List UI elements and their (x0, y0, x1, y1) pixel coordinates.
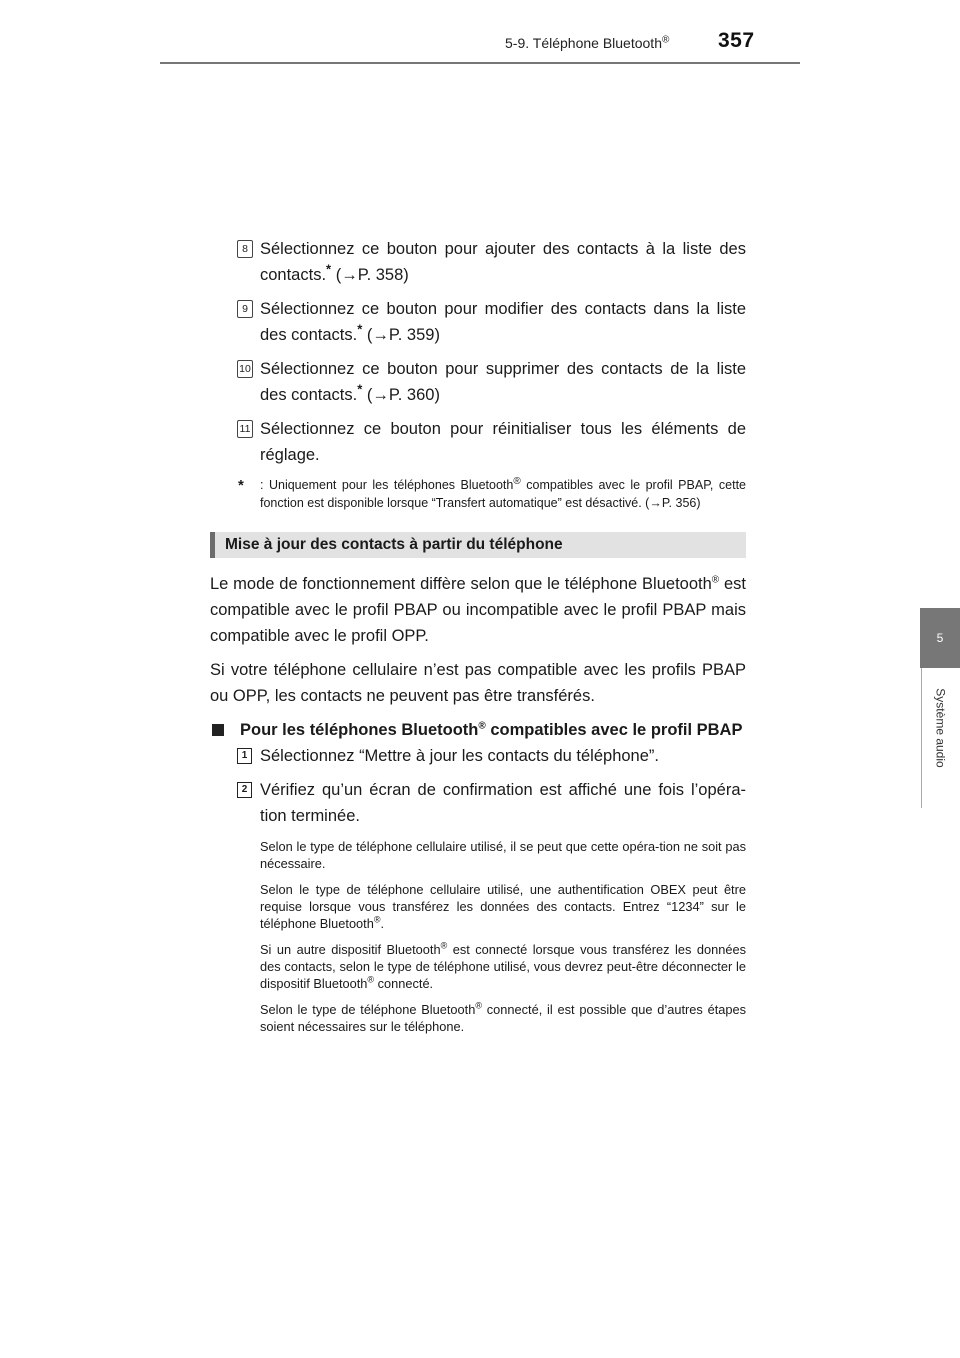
list-item: 11 Sélectionnez ce bouton pour réinitialiser tous les éléments de réglage. (210, 416, 746, 468)
step-item: 1 Sélectionnez “Mettre à jour les contacts du téléphone”. (210, 743, 746, 769)
list-item: 10 Sélectionnez ce bouton pour supprimer des contacts de la liste des contacts.* (→P. 360) (210, 356, 746, 408)
note-paragraph: Selon le type de téléphone cellulaire utilisé, une authentification OBEX peut être requise lorsque vous transférez les données des contacts. Entrez “1234” sur le téléphone Bluetooth®. (260, 882, 746, 931)
step-marker: 1 (237, 748, 252, 764)
step-item: 2 Vérifiez qu’un écran de confirmation est affiché une fois l’opéra-tion terminée. (210, 777, 746, 829)
footnote-star: * (238, 477, 244, 494)
paragraph: Le mode de fonctionnement diffère selon que le téléphone Bluetooth® est compatible avec le profil PBAP ou incompatible avec le profil PBAP mais compatible avec le profil OPP. (210, 574, 746, 645)
item-marker: 9 (237, 300, 253, 318)
section-heading: Mise à jour des contacts à partir du téléphone (210, 532, 746, 558)
list-item: 9 Sélectionnez ce bouton pour modifier des contacts dans la liste des contacts.* (→P. 359) (210, 296, 746, 348)
page-number: 357 (718, 29, 755, 52)
paragraph: Si votre téléphone cellulaire n’est pas compatible avec les profils PBAP ou OPP, les contacts ne peuvent pas être transférés. (210, 661, 746, 705)
note-paragraph: Selon le type de téléphone cellulaire utilisé, il se peut que cette opéra-tion ne soit pas nécessaire. (260, 839, 746, 871)
footnote: * : Uniquement pour les téléphones Bluetooth® compatibles avec le profil PBAP, cette fonction est disponible lorsque “Transfert automatique” est désactivé. (→P. 356) (238, 475, 746, 510)
subheading: Pour les téléphones Bluetooth® compatibles avec le profil PBAP (210, 717, 746, 743)
chapter-tab: 5 (920, 608, 960, 668)
note-paragraph: Selon le type de téléphone Bluetooth® connecté, il est possible que d’autres étapes soient nécessaires sur le téléphone. (260, 1000, 746, 1034)
note-paragraph: Si un autre dispositif Bluetooth® est connecté lorsque vous transférez les données des contacts, selon le type de téléphone utilisé, vous devrez peut-être déconnecter le dispositif Bluetooth® connecté. (260, 940, 746, 991)
item-marker: 8 (237, 240, 253, 258)
chapter-label: Système audio (934, 688, 949, 768)
item-marker: 11 (237, 420, 253, 438)
step-marker: 2 (237, 782, 252, 798)
header-section-title: 5-9. Téléphone Bluetooth® (505, 34, 670, 51)
list-item: 8 Sélectionnez ce bouton pour ajouter des contacts à la liste des contacts.* (→P. 358) (210, 236, 746, 288)
header-divider (160, 62, 800, 64)
item-marker: 10 (237, 360, 253, 378)
page-content (210, 236, 746, 1035)
square-bullet-icon (212, 724, 224, 736)
